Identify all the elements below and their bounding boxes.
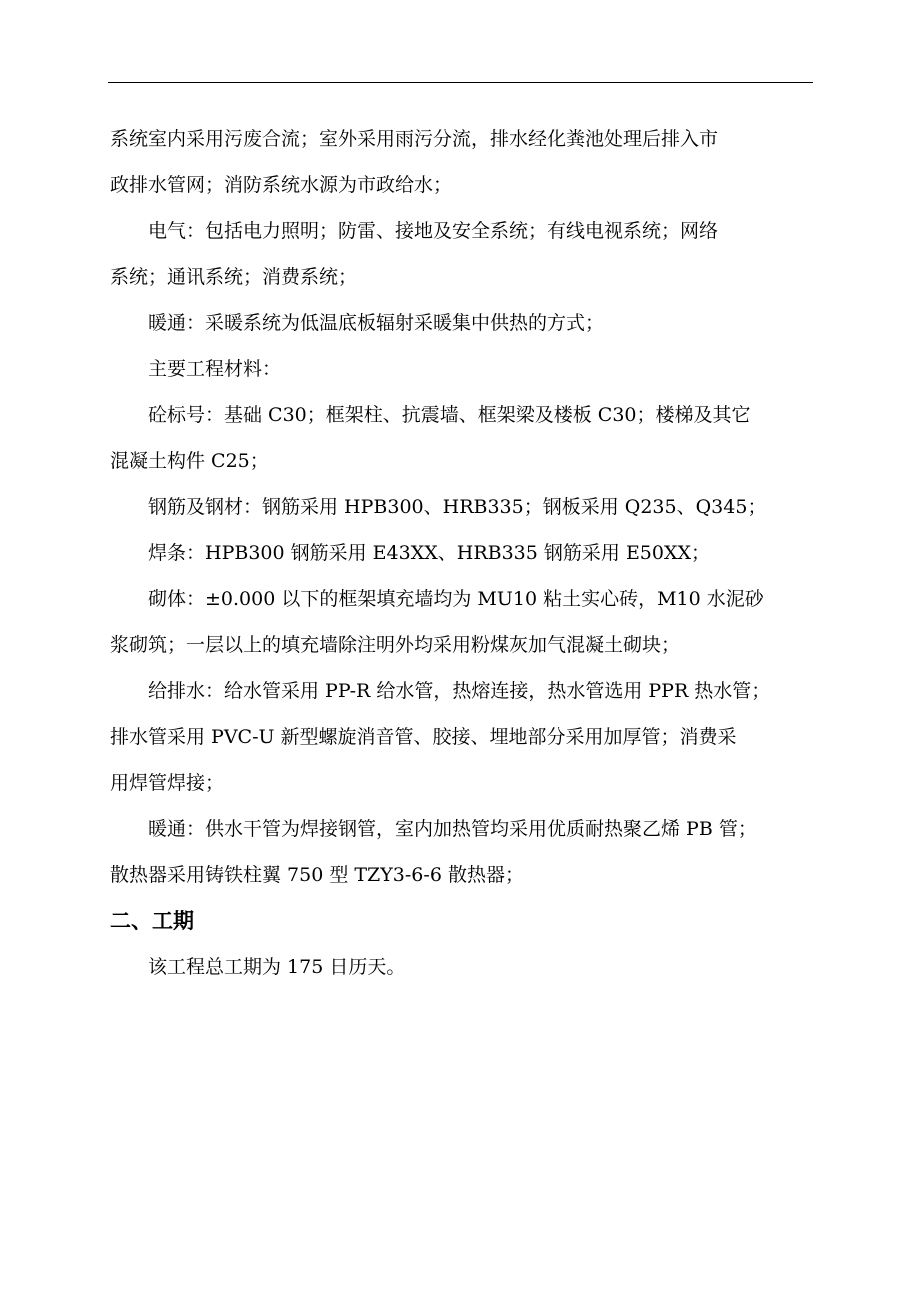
- closing-line: 该工程总工期为 175 日历天。: [148, 956, 406, 978]
- text-line: 混凝土构件 C25；: [110, 450, 269, 472]
- text-line: 暖通：供水干管为焊接钢管，室内加热管均采用优质耐热聚乙烯 PB 管；: [148, 818, 757, 840]
- text-line: 散热器采用铸铁柱翼 750 型 TZY3-6-6 散热器；: [110, 864, 524, 886]
- text-line: 浆砌筑；一层以上的填充墙除注明外均采用粉煤灰加气混凝土砌块；: [110, 634, 681, 656]
- text-line: 给排水：给水管采用 PP-R 给水管，热熔连接，热水管选用 PPR 热水管；: [148, 680, 771, 702]
- text-line: 砼标号：基础 C30；框架柱、抗震墙、框架梁及楼板 C30；楼梯及其它: [148, 404, 751, 426]
- text-line: 暖通：采暖系统为低温底板辐射采暖集中供热的方式；: [148, 312, 605, 334]
- section-heading: 二、工期: [110, 909, 194, 933]
- text-line: 系统室内采用污废合流；室外采用雨污分流，排水经化粪池处理后排入市: [110, 128, 719, 150]
- text-line: 主要工程材料：: [148, 358, 282, 380]
- text-line: 用焊管焊接；: [110, 772, 225, 794]
- text-line: 电气：包括电力照明；防雷、接地及安全系统；有线电视系统；网络: [148, 220, 719, 242]
- text-line: 焊条：HPB300 钢筋采用 E43XX、HRB335 钢筋采用 E50XX；: [148, 542, 711, 564]
- text-line: 排水管采用 PVC-U 新型螺旋消音管、胶接、埋地部分采用加厚管；消费采: [110, 726, 737, 748]
- header-rule: [108, 82, 813, 83]
- text-line: 砌体：±0.000 以下的框架填充墙均为 MU10 粘土实心砖，M10 水泥砂: [148, 588, 764, 610]
- text-line: 政排水管网；消防系统水源为市政给水；: [110, 174, 453, 196]
- text-line: 系统；通讯系统；消费系统；: [110, 266, 358, 288]
- text-line: 钢筋及钢材：钢筋采用 HPB300、HRB335；钢板采用 Q235、Q345；: [148, 496, 767, 518]
- document-body: [110, 116, 810, 990]
